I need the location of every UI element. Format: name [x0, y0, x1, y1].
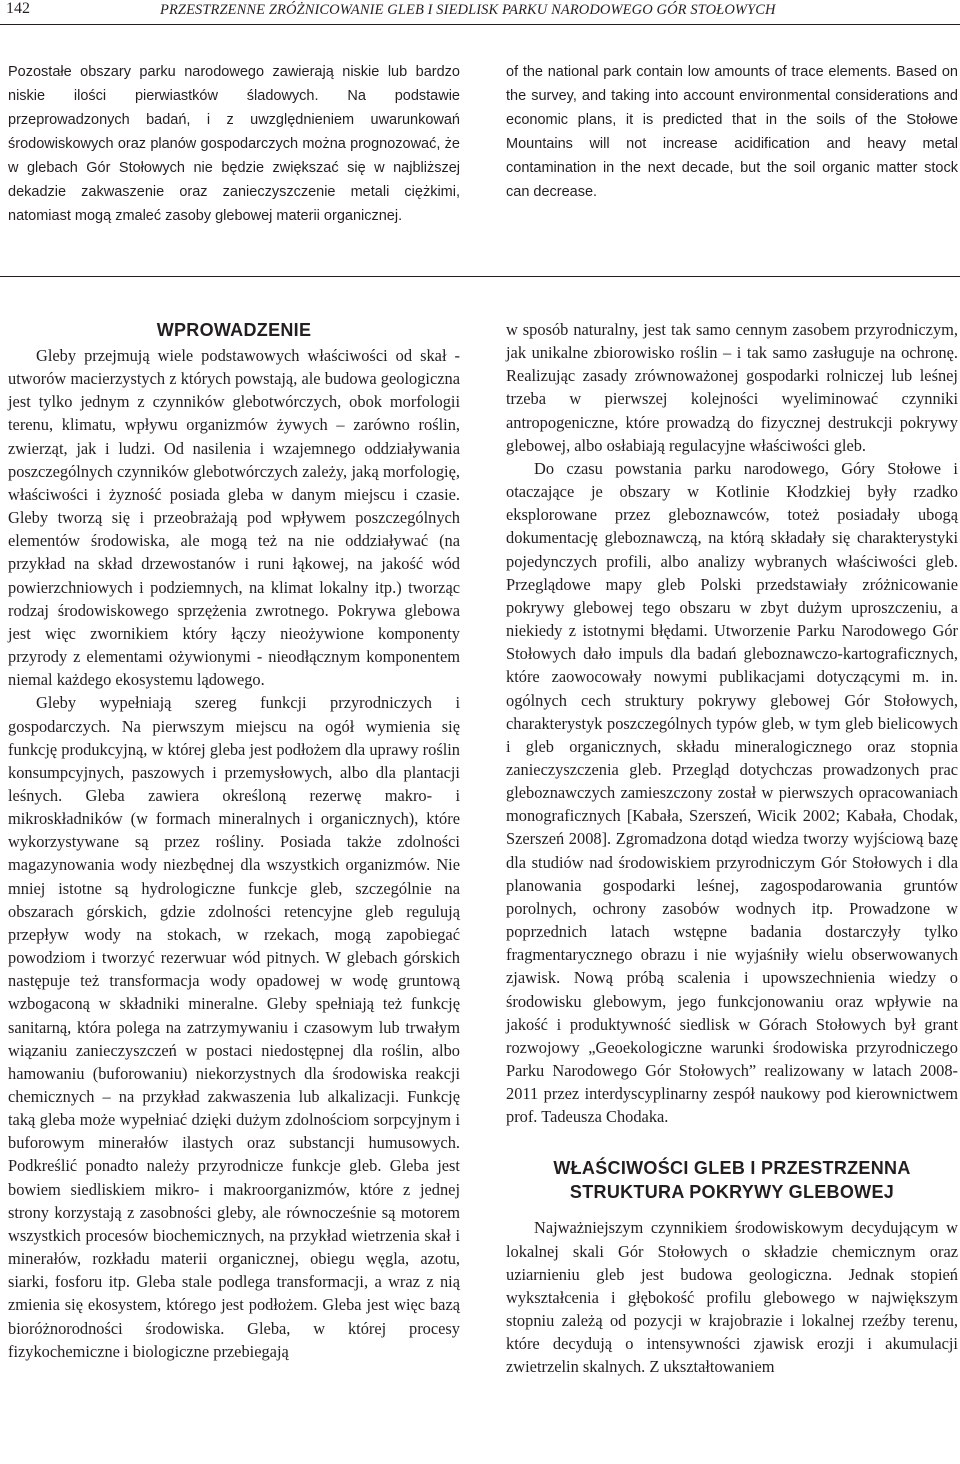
header-rule	[0, 24, 960, 25]
page-header	[0, 0, 960, 24]
section-heading-introduction: WPROWADZENIE	[156, 320, 312, 340]
page-number: 142	[6, 0, 30, 17]
paragraph-continued: w sposób naturalny, jest tak samo cennym zasobem przyrodniczym, jak unikalne zbiorowisko roślin – i tak samo zasługuje na ochronę. Realizując zasady zrównoważonej gospodarki rolniczej lub leśnej trzeba w pierwszej kolejności wyeliminować czynniki antropogeniczne, które prowadzą do fizycznej destrukcji pokrywy glebowej, albo osłabiają regulacyjne właściwości gleb.	[506, 320, 958, 455]
abstract-english: of the national park contain low amounts of trace elements. Based on the survey, and taking into account environmental considerations and economic plans, it is predicted that in the soils of the Stołowe Mountains will not increase acidification and heavy metal contamination in the next decade, but the soil organic matter stock can decrease.	[506, 64, 958, 200]
right-column	[506, 318, 958, 1379]
left-column	[8, 318, 460, 1363]
section-heading-line: WŁAŚCIWOŚCI GLEB I PRZESTRZENNA	[553, 1158, 911, 1179]
paragraph: Gleby wypełniają szereg funkcji przyrodniczych i gospodarczych. Na pierwszym miejscu na ogół wymienia się funkcję produkcyjną, w której gleba jest podłożem dla uprawy roślin konsumpcyjnych, paszowych i przemysłowych, albo dla plantacji leśnych. Gleba zawiera określoną rezerwę makro- i mikroskładników (w formach mineralnych i organicznych), które wykorzystywane są przez rośliny. Posiada także zdolności magazynowania wody niezbędnej dla wszystkich organizmów. Nie mniej istotne są hydrologiczne funkcje gleb, szczególnie na obszarach górskich, gdzie zdolności retencyjne gleb regulują przepływ wody na stokach, w rzekach, mogą zapobiegać powodziom i tworzyć rezerwuar wód pitnych. W glebach górskich następuje też transformacja wody opadowej w wodę gruntową wzbogaconą w składniki mineralne. Gleby spełniają też funkcję sanitarną, która polega na zatrzymywaniu i czasowym lub trwałym wiązaniu zanieczyszczeń w postaci niedostępnej dla roślin, albo hamowaniu (buforowaniu) niekorzystnych dla środowiska reakcji chemicznych – na przykład zakwaszenia lub alkalizacji. Funkcję taką gleba może wypełniać dzięki dużym zdolnościom sorpcyjnym i buforowym minerałów ilastych oraz substancji humusowych. Podkreślić ponadto należy przyrodnicze funkcje gleb. Gleba jest bowiem siedliskiem mikro- i makroorganizmów, które z jednej strony korzystają z zasobności gleby, ale równocześnie są motorem wszystkich procesów biochemicznych, na przykład wietrzenia skał i minerałów, rozkładu materii organicznej, obiegu węgla, azotu, siarki, fosforu itp. Gleba stale podlega transformacji, a wraz z nią zmienia się ekosystem, którego jest podłożem. Gleba jest więc bazą bioróżnorodności środowiska. Gleba, w której procesy fizykochemiczne i biologiczne przebiegają	[8, 693, 460, 1361]
section-heading-soil-properties	[506, 1156, 958, 1204]
abstract-polish: Pozostałe obszary parku narodowego zawierają niskie lub bardzo niskie ilości pierwiastków śladowych. Na podstawie przeprowadzonych badań, i z uwzględnieniem uwarunkowań środowiskowych oraz planów gospodarczych można prognozować, że w glebach Gór Stołowych nie będzie zwiększać się w najbliższej dekadzie zakwaszenie oraz zanieczyszczenie metali ciężkimi, natomiast mogą zmaleć zasoby glebowej materii organicznej.	[8, 64, 460, 224]
running-title: PRZESTRZENNE ZRÓŻNICOWANIE GLEB I SIEDLISK PARKU NARODOWEGO GÓR STOŁOWYCH	[160, 2, 776, 18]
section-heading-line: STRUKTURA POKRYWY GLEBOWEJ	[569, 1182, 895, 1203]
paragraph: Gleby przejmują wiele podstawowych właściwości od skał - utworów macierzystych z których powstają, ale budowa geologiczna jest tylko jednym z czynników glebotwórczych, obok morfologii terenu, klimatu, wpływu organizmów żywych – zarówno roślin, zwierząt, jak i ludzi. Od nasilenia i wzajemnego oddziaływania poszczególnych czynników glebotwórczych zależy, jaką morfologię, właściwości i żyzność posiada gleba w danym miejscu i czasie. Gleby tworzą się i przeobrażają pod wpływem poszczególnych elementów środowiska, ale mogą też na nie oddziaływać (na przykład na skład drzewostanów i runi łąkowej, na jakość wód powierzchniowych i podziemnych, na klimat lokalny itp.) tworząc rodzaj środowiskowego sprzężenia zwrotnego. Pokrywa glebowa jest więc zwornikiem który łączy nieożywione komponenty przyrody z elementami ożywionymi - nieodłącznym komponentem niemal każdego ekosystemu lądowego.	[8, 346, 460, 690]
abstract-separator-rule	[0, 276, 960, 277]
paragraph: Najważniejszym czynnikiem środowiskowym decydującym w lokalnej skali Gór Stołowych o składzie chemicznym oraz uziarnieniu gleb jest budowa geologiczna. Jednak stopień wykształcenia i głębokość profilu glebowego w największym stopniu zależą od pozycji w krajobrazie i lokalnej rzeźby terenu, które decydują o intensywności zjawisk erozji i akumulacji zwietrzelin skalnych. Z ukształtowaniem	[506, 1218, 958, 1377]
paragraph: Do czasu powstania parku narodowego, Góry Stołowe i otaczające je obszary w Kotlinie Kłodzkiej były rzadko eksplorowane przez gleboznawców, toteż posiadały ubogą dokumentację gleboznawczą, na którą składały się charakterystyki pojedynczych profili, albo analizy wybranych właściwości gleb. Przeglądowe mapy gleb Polski przedstawiały zróżnicowanie pokrywy glebowej tego obszaru w zbyt dużym uproszczeniu, a niekiedy z istotnymi błędami. Utworzenie Parku Narodowego Gór Stołowych dało impuls dla badań gleboznawczo-kartograficznych, które zaowocowały nowymi publikacjami dotyczącymi m. in. ogólnych cech struktury pokrywy glebowej Gór Stołowych, charakterystyk poszczególnych typów gleb, w tym gleb bielicowych i gleb organicznych, składu mineralogicznego oraz stopnia zanieczyszczenia gleb. Przegląd dotychczas prowadzonych prac gleboznawczych zamieszczony został w pierwszych opracowaniach monograficznych [Kabała, Szerszeń, Wicik 2002; Kabała, Chodak, Szerszeń 2008]. Zgromadzona dotąd wiedza tworzy wyjściową bazę dla studiów nad środowiskiem przyrodniczym Gór Stołowych i dla planowania gospodarki leśnej, zagospodarowania gruntów porolnych, ochrony zasobów wodnych itp. Prowadzone w poprzednich latach wstępne badania dostarczyły tylko fragmentarycznego obrazu i nie wyjaśniły wielu obserwowanych zjawisk. Nową próbą scalenia i upowszechnienia wiedzy o środowisku glebowym, jego funkcjonowaniu oraz wpływie na jakość i produktywność siedlisk w Górach Stołowych był grant rozwojowy „Geoekologiczne warunki środowiska przyrodniczego Parku Narodowego Gór Stołowych” realizowany w latach 2008-2011 przez interdyscyplinarny zespół naukowy pod kierownictwem prof. Tadeusza Chodaka.	[506, 458, 958, 1127]
